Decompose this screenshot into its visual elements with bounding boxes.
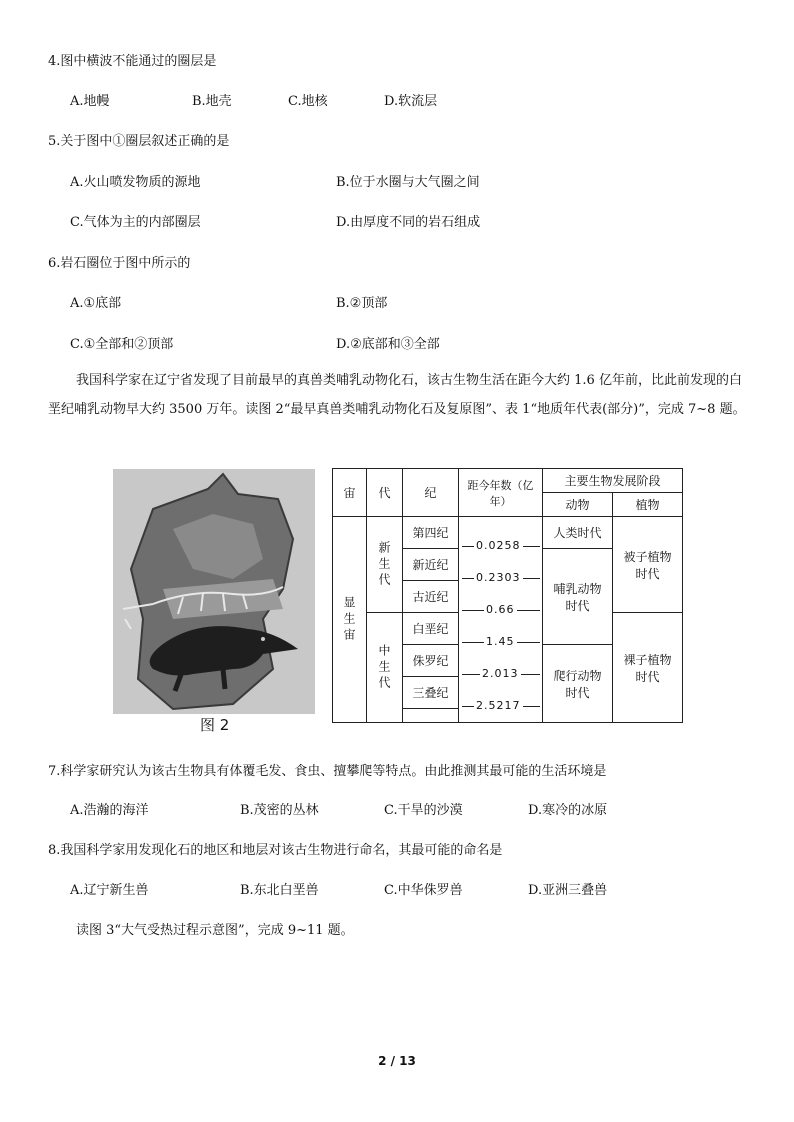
page-number: 2 / 13	[378, 1054, 416, 1068]
plant-stage-angiosperm: 被子植物时代	[613, 517, 683, 613]
period-blank	[403, 709, 459, 723]
animal-stage-reptile: 爬行动物时代	[543, 645, 613, 723]
q4-option-b: B.地壳	[192, 94, 232, 109]
q8-option-a: A.辽宁新生兽	[70, 883, 149, 898]
era-cenozoic: 新生代	[367, 517, 403, 613]
header-period: 纪	[403, 469, 459, 517]
q8-option-c: C.中华侏罗兽	[384, 883, 463, 898]
question-4-stem: 4.图中横波不能通过的圈层是	[48, 54, 217, 69]
geologic-time-table	[332, 468, 683, 723]
age-label-triassic: 2.5217	[476, 699, 521, 712]
age-label-paleogene: 0.66	[486, 603, 515, 616]
q5-option-b: B.位于水圈与大气圈之间	[336, 175, 480, 190]
period-jurassic: 侏罗纪	[403, 645, 459, 677]
header-stage: 主要生物发展阶段	[543, 469, 683, 493]
period-quaternary: 第四纪	[403, 517, 459, 549]
q5-option-a: A.火山喷发物质的源地	[70, 175, 201, 190]
animal-stage-human: 人类时代	[543, 517, 613, 549]
fossil-photo	[113, 469, 315, 714]
q8-option-b: B.东北白垩兽	[240, 883, 319, 898]
age-label-cretaceous: 1.45	[486, 635, 515, 648]
q4-option-c: C.地核	[288, 94, 328, 109]
header-age: 距今年数（亿年）	[459, 469, 543, 517]
header-eon: 宙	[333, 469, 367, 517]
header-plant: 植物	[613, 493, 683, 517]
q7-option-d: D.寒冷的冰原	[528, 803, 608, 818]
age-label-quaternary: 0.0258	[476, 539, 521, 552]
q6-option-a: A.①底部	[70, 296, 122, 311]
q5-option-d: D.由厚度不同的岩石组成	[336, 215, 481, 230]
animal-stage-mammal: 哺乳动物时代	[543, 549, 613, 645]
figure-caption: 图 2	[200, 716, 230, 734]
passage-atmosphere: 读图 3“大气受热过程示意图”，完成 9~11 题。	[76, 923, 354, 938]
header-era: 代	[367, 469, 403, 517]
q6-option-d: D.②底部和③全部	[336, 337, 440, 352]
q7-option-c: C.干旱的沙漠	[384, 803, 463, 818]
question-5-stem: 5.关于图中①圈层叙述正确的是	[48, 134, 230, 149]
plant-stage-gymnosperm: 裸子植物时代	[613, 613, 683, 723]
period-cretaceous: 白垩纪	[403, 613, 459, 645]
q4-option-d: D.软流层	[384, 94, 438, 109]
q7-option-a: A.浩瀚的海洋	[70, 803, 149, 818]
header-animal: 动物	[543, 493, 613, 517]
question-6-stem: 6.岩石圈位于图中所示的	[48, 256, 191, 271]
question-7-stem: 7.科学家研究认为该古生物具有体覆毛发、食虫、擅攀爬等特点。由此推测其最可能的生活环境是	[48, 764, 607, 779]
q5-option-c: C.气体为主的内部圈层	[70, 215, 201, 230]
passage-fossil: 我国科学家在辽宁省发现了目前最早的真兽类哺乳动物化石，该古生物生活在距今大约 1.6 亿年前，比此前发现的白垩纪哺乳动物早大约 3500 万年。读图 2“最早真兽类哺乳动物化石及复原图”、表 1“地质年代表(部分)”，完成 7~8 题。	[48, 373, 746, 417]
q7-option-b: B.茂密的丛林	[240, 803, 319, 818]
q8-option-d: D.亚洲三叠兽	[528, 883, 608, 898]
q4-option-a: A.地幔	[70, 94, 110, 109]
fossil-illustration	[113, 469, 315, 714]
period-neogene: 新近纪	[403, 549, 459, 581]
age-label-neogene: 0.2303	[476, 571, 521, 584]
eon-phanerozoic: 显生宙	[333, 517, 367, 723]
q6-option-b: B.②顶部	[336, 296, 388, 311]
question-8-stem: 8.我国科学家用发现化石的地区和地层对该古生物进行命名，其最可能的命名是	[48, 843, 503, 858]
age-label-jurassic: 2.013	[482, 667, 519, 680]
period-triassic: 三叠纪	[403, 677, 459, 709]
period-paleogene: 古近纪	[403, 581, 459, 613]
q6-option-c: C.①全部和②顶部	[70, 337, 174, 352]
era-mesozoic: 中生代	[367, 613, 403, 723]
